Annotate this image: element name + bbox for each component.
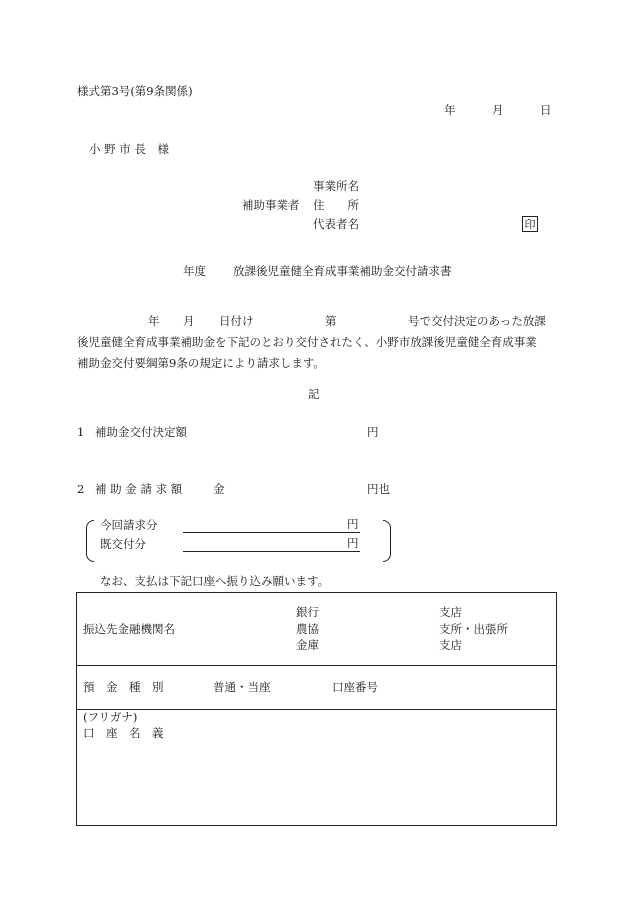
bank-note: なお、支払は下記口座へ振り込み願います。 bbox=[100, 574, 330, 588]
furigana-label: (フリガナ) bbox=[83, 710, 138, 724]
institution-label: 振込先金融機関名 bbox=[83, 622, 175, 636]
institution-cell bbox=[77, 593, 557, 666]
deposit-row bbox=[77, 666, 557, 710]
previous-paid-line bbox=[183, 551, 360, 552]
current-request-unit: 円 bbox=[347, 517, 359, 531]
branch-type-3: 支店 bbox=[439, 638, 462, 652]
body-dated: 日付け bbox=[219, 314, 254, 328]
body-line1-rest: 号で交付決定のあった放課 bbox=[408, 314, 546, 328]
account-name-row bbox=[77, 710, 557, 826]
body-dai: 第 bbox=[325, 314, 337, 328]
paragraph-line-3: 補助金交付要綱第9条の規定により請求します。 bbox=[77, 356, 325, 370]
item1-number: 1 bbox=[77, 425, 85, 439]
seal-mark: 印 bbox=[522, 216, 538, 232]
account-name-cell bbox=[77, 710, 557, 826]
right-bracket bbox=[383, 520, 391, 562]
item2-label: 補 助 金 請 求 額 bbox=[95, 482, 183, 496]
account-number-label: 口座番号 bbox=[332, 680, 378, 694]
body-month: 月 bbox=[183, 314, 195, 328]
representative-label: 代表者名 bbox=[313, 217, 359, 231]
current-request-label: 今回請求分 bbox=[100, 518, 158, 532]
request-paragraph bbox=[77, 311, 557, 374]
applicant-section-label: 補助事業者 bbox=[242, 198, 300, 212]
title-year-label: 年度 bbox=[183, 264, 206, 278]
item1-unit: 円 bbox=[367, 425, 379, 439]
branch-type-2: 支所・出張所 bbox=[439, 622, 508, 636]
addressee: 小 野 市 長 様 bbox=[89, 142, 169, 156]
ki-label: 記 bbox=[308, 387, 320, 401]
current-request-line bbox=[183, 532, 360, 533]
body-year: 年 bbox=[148, 314, 160, 328]
deposit-type-label: 預 金 種 別 bbox=[83, 680, 164, 694]
institution-type-nokyo: 農協 bbox=[296, 622, 319, 636]
office-name-label: 事業所名 bbox=[313, 179, 359, 193]
form-number: 様式第3号(第9条関係) bbox=[77, 84, 193, 98]
left-bracket bbox=[86, 520, 94, 562]
paragraph-line-2: 後児童健全育成事業補助金を下記のとおり交付されたく、小野市放課後児童健全育成事業 bbox=[77, 335, 537, 349]
institution-type-kinko: 金庫 bbox=[296, 638, 319, 652]
date-day-label: 日 bbox=[540, 103, 552, 117]
branch-type-1: 支店 bbox=[439, 605, 462, 619]
item2-number: 2 bbox=[77, 482, 85, 496]
account-name-label: 口 座 名 義 bbox=[83, 726, 164, 740]
deposit-type-value: 普通・当座 bbox=[213, 680, 271, 694]
item2-kin: 金 bbox=[213, 482, 225, 496]
paragraph-line-1 bbox=[77, 311, 557, 332]
previous-paid-unit: 円 bbox=[347, 536, 359, 550]
item1-label: 補助金交付決定額 bbox=[95, 425, 187, 439]
bank-account-table bbox=[76, 592, 557, 826]
date-year-label: 年 bbox=[444, 103, 456, 117]
item2-unit: 円也 bbox=[367, 482, 390, 496]
document-title: 放課後児童健全育成事業補助金交付請求書 bbox=[233, 264, 452, 278]
address-label: 住 所 bbox=[313, 198, 359, 212]
deposit-cell bbox=[77, 666, 557, 710]
institution-row bbox=[77, 593, 557, 666]
date-month-label: 月 bbox=[492, 103, 504, 117]
institution-type-bank: 銀行 bbox=[296, 605, 319, 619]
previous-paid-label: 既交付分 bbox=[100, 537, 146, 551]
